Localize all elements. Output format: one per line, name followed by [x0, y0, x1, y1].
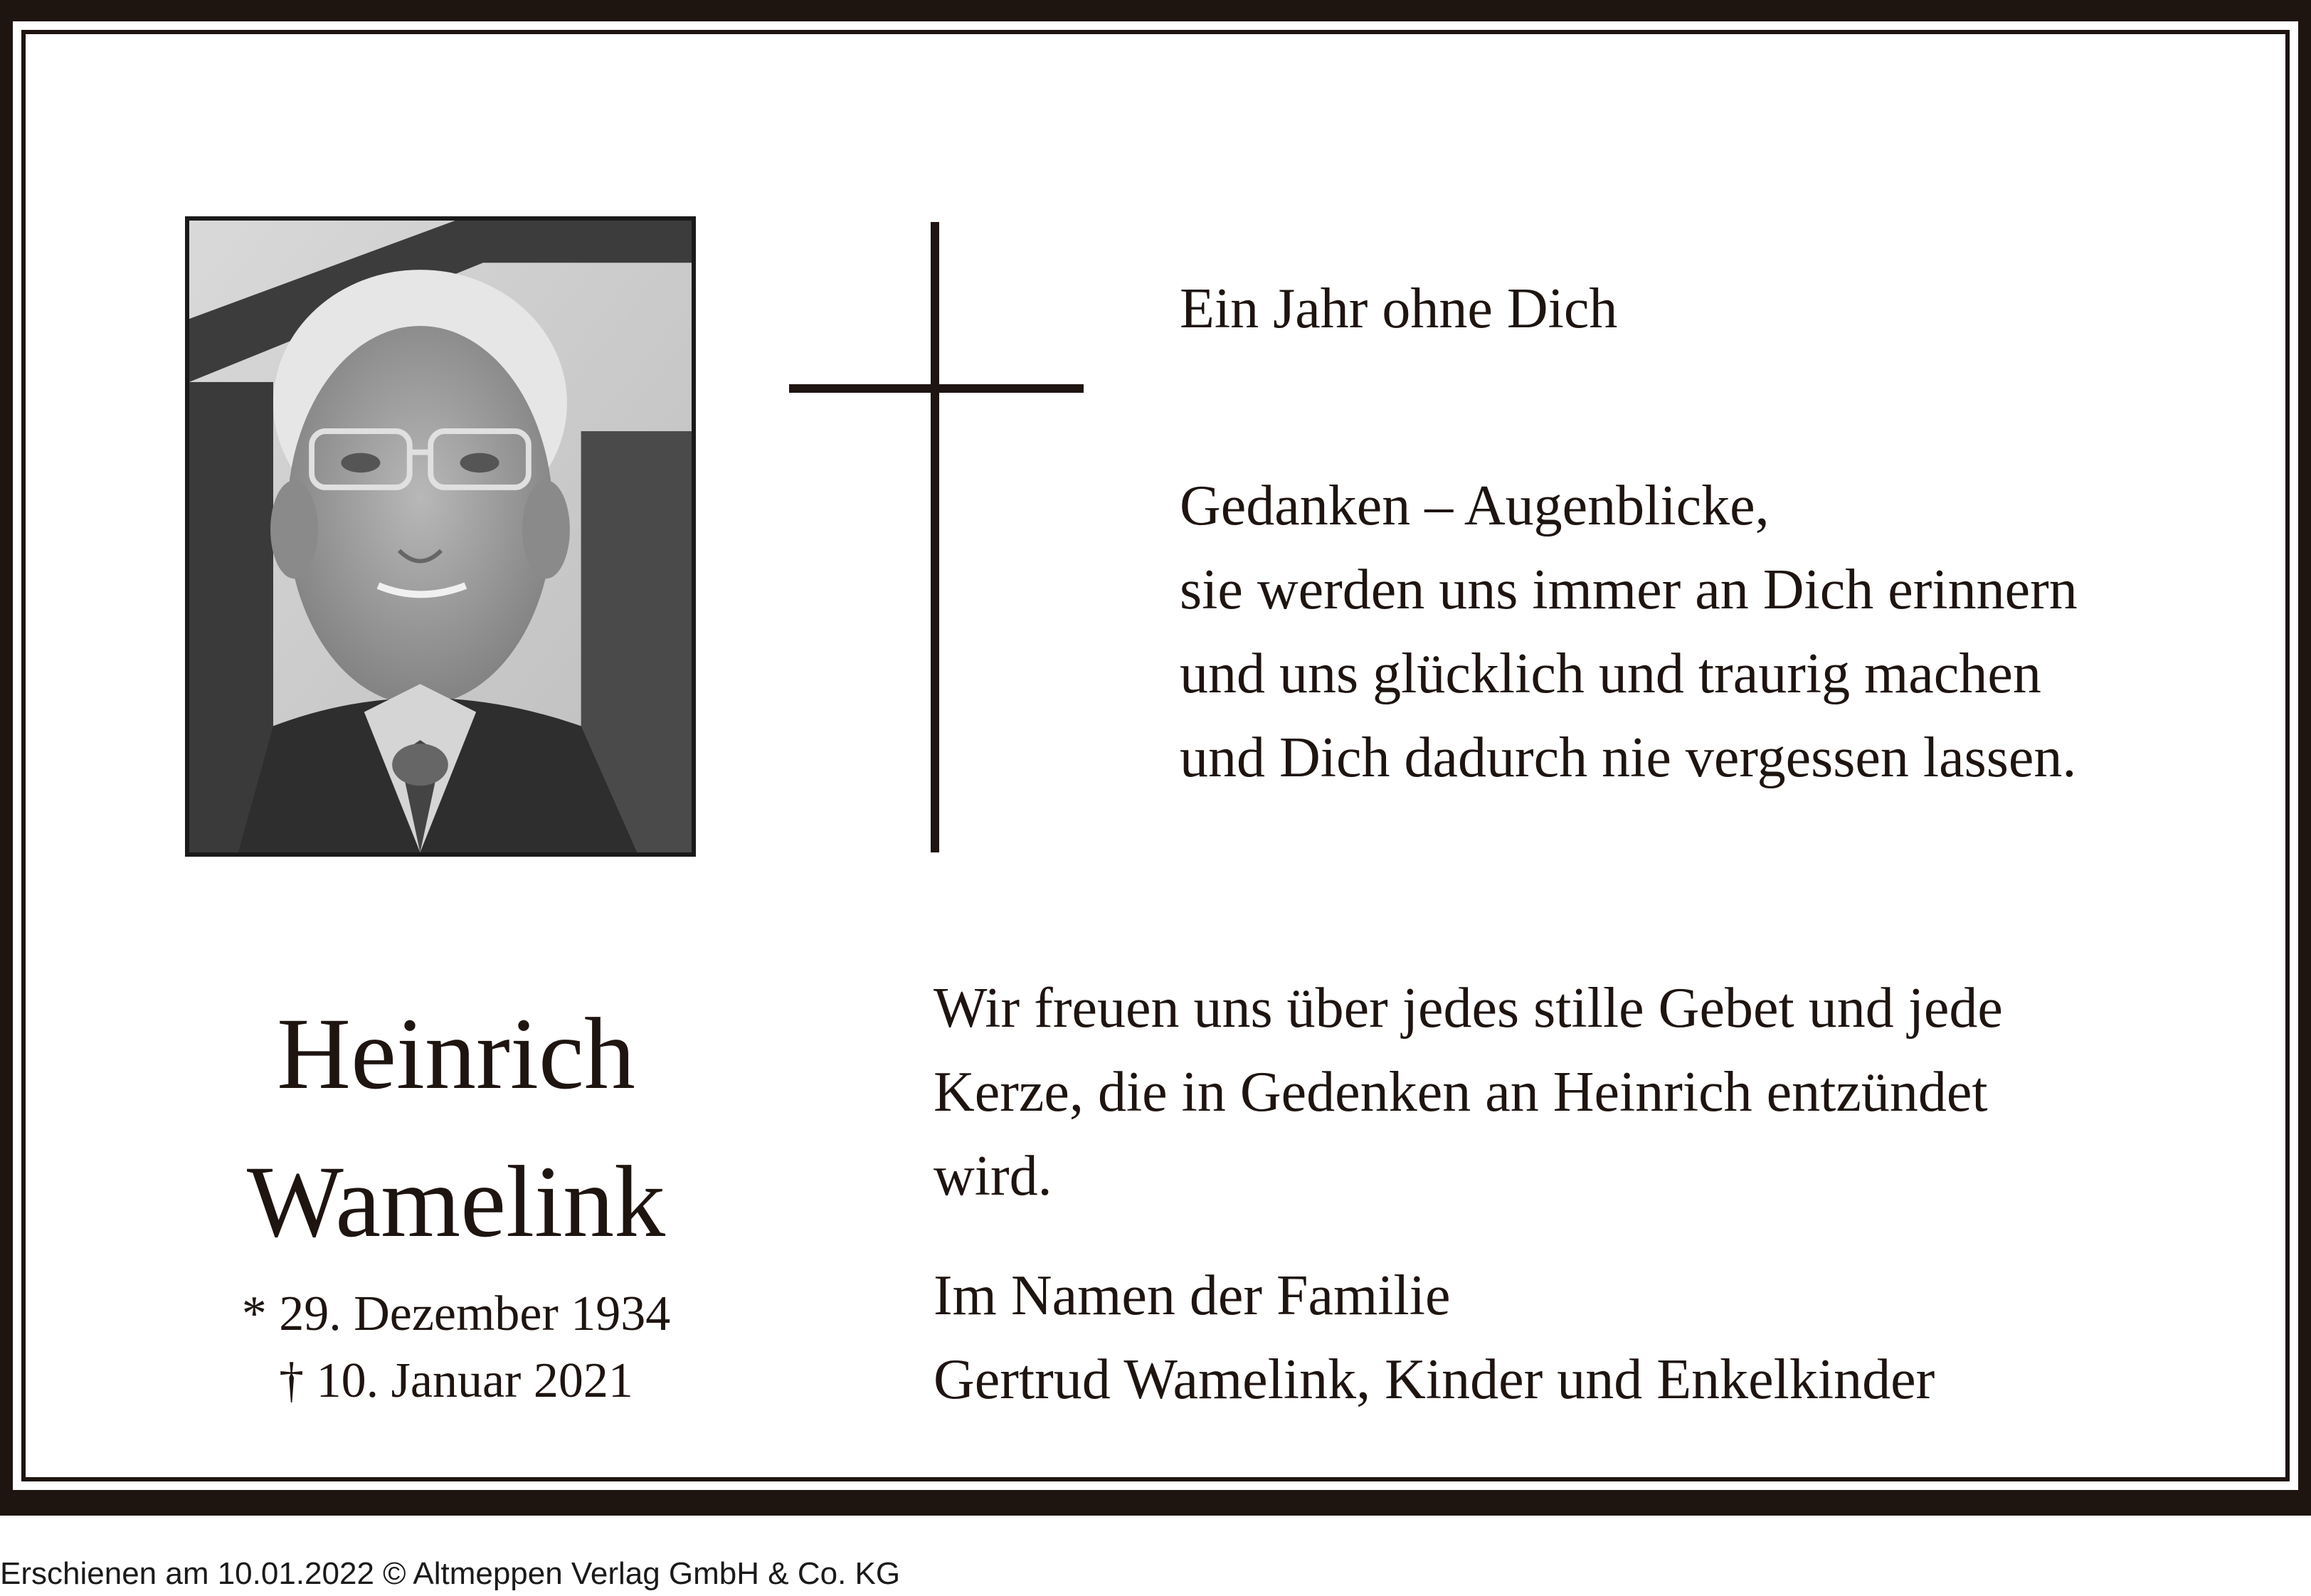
- signature-line: Im Namen der Familie: [934, 1264, 1451, 1327]
- portrait-image: [189, 221, 692, 852]
- poem-line: und uns glücklich und traurig machen: [1180, 643, 2041, 705]
- poem-line: sie werden uns immer an Dich erinnern: [1180, 559, 2078, 621]
- first-name: Heinrich: [277, 998, 635, 1111]
- family-signature: [934, 1254, 1935, 1422]
- publication-credit: Erschienen am 10.01.2022 © Altmeppen Verlag GmbH & Co. KG: [0, 1556, 901, 1591]
- poem-line: Gedanken – Augenblicke,: [1180, 475, 1770, 537]
- message-line: wird.: [934, 1145, 1052, 1207]
- poem-title: Ein Jahr ohne Dich: [1180, 278, 1618, 340]
- life-dates: [168, 1281, 744, 1415]
- death-date: † 10. Januar 2021: [279, 1353, 633, 1408]
- thank-you-message: [934, 966, 2003, 1218]
- portrait-photo: [185, 216, 696, 857]
- birth-date: * 29. Dezember 1934: [241, 1286, 671, 1341]
- message-line: Wir freuen uns über jedes stille Gebet und jede: [934, 977, 2003, 1040]
- signature-line: Gertrud Wamelink, Kinder und Enkelkinder: [934, 1348, 1935, 1411]
- deceased-name: [168, 981, 744, 1277]
- last-name: Wamelink: [246, 1146, 666, 1259]
- cross-vertical-bar: [931, 222, 939, 852]
- cross-horizontal-bar: [789, 384, 1084, 393]
- message-line: Kerze, die in Gedenken an Heinrich entzündet: [934, 1061, 1988, 1124]
- obituary-card: [26, 34, 2285, 1477]
- poem-verse: [1180, 464, 2078, 800]
- poem-line: und Dich dadurch nie vergessen lassen.: [1180, 726, 2077, 789]
